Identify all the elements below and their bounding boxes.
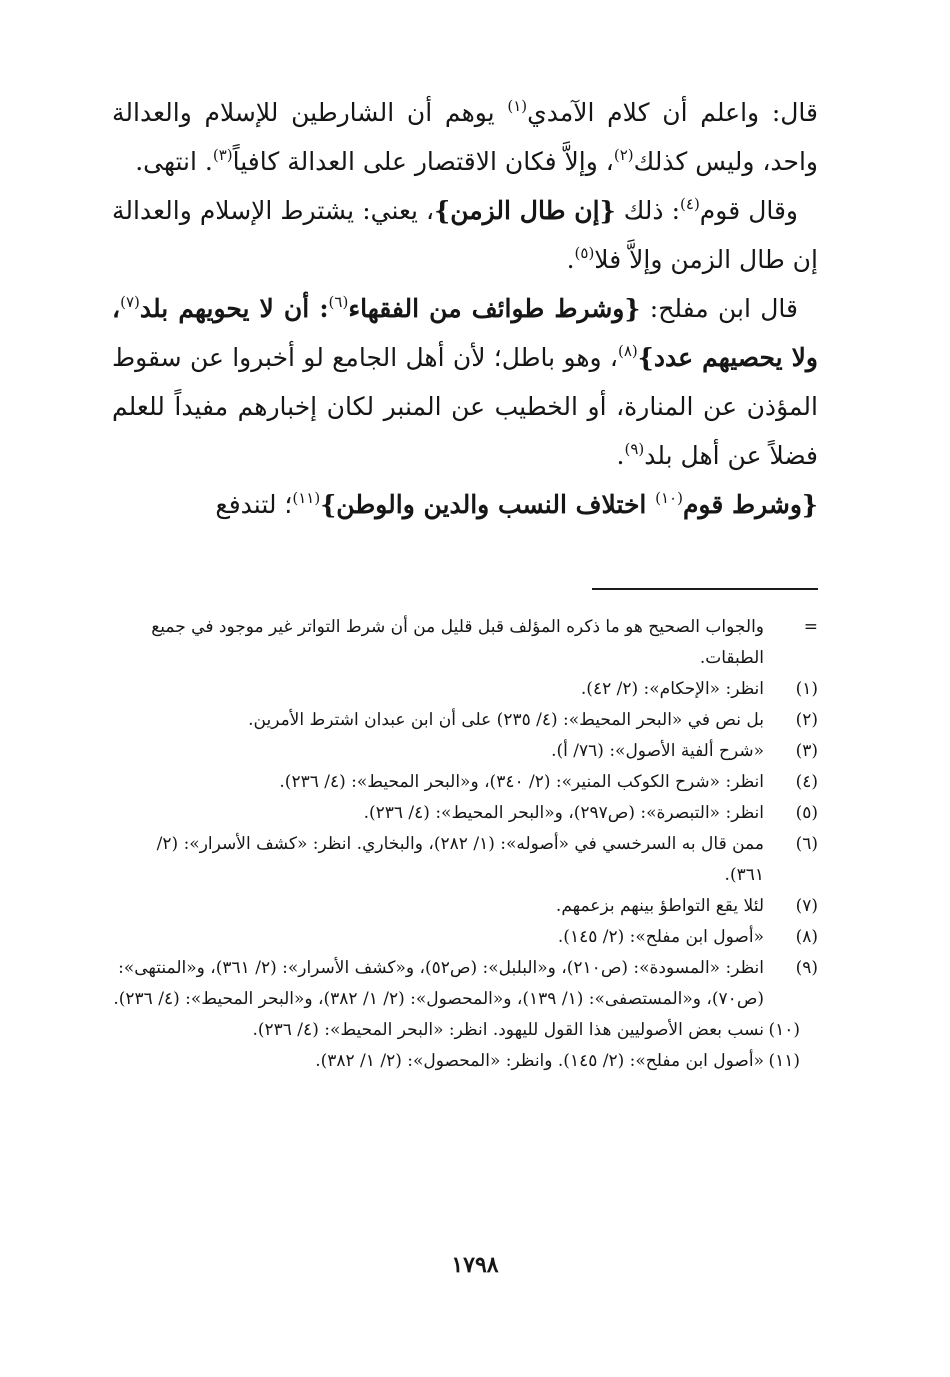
- footnote-text: «شرح ألفية الأصول»: (٧٦/ أ).: [551, 741, 764, 761]
- footnote-8: [112, 922, 818, 953]
- footnote-number: (٩): [795, 958, 818, 978]
- footnote-ref-7[interactable]: (٧): [120, 293, 140, 311]
- footnote-text: انظر: «الإحكام»: (٢/ ٤٢).: [580, 679, 764, 699]
- text-run: وقال قوم: [699, 196, 798, 225]
- footnote-1: [112, 674, 818, 705]
- paragraph-3: [112, 284, 818, 480]
- footnote-number: (٥): [795, 803, 818, 823]
- footnote-number: (٦): [795, 834, 818, 854]
- footnote-number: (١): [795, 679, 818, 699]
- footnote-ref-5[interactable]: (٥): [574, 244, 595, 262]
- footnote-text: «أصول ابن مفلح»: (٢/ ١٤٥). وانظر: «المحصول»: (٢/ ١/ ٣٨٢).: [315, 1051, 764, 1071]
- footnote-text: لئلا يقع التواطؤ بينهم بزعمهم.: [555, 896, 764, 916]
- footnote-number: (١١): [768, 1051, 800, 1071]
- footnote-number: (١٠): [768, 1020, 800, 1040]
- footnote-4: [112, 767, 818, 798]
- text-run: قال ابن مفلح:: [640, 294, 798, 323]
- bold-quote: اختلاف النسب والدين والوطن}: [320, 490, 656, 519]
- footnote-10: [112, 1015, 800, 1046]
- text-run: .: [616, 441, 625, 470]
- footnote-ref-10[interactable]: (١٠): [655, 489, 683, 507]
- footnote-3: [112, 736, 818, 767]
- footnote-ref-8[interactable]: (٨): [618, 342, 638, 360]
- text-run: يوهم أن الشارطين للإسلام والعدالة واحد، وليس كذلك: [112, 98, 818, 176]
- footnote-ref-6[interactable]: (٦): [328, 293, 349, 311]
- footnote-2: [112, 705, 818, 736]
- footnote-text: انظر: «التبصرة»: (ص٢٩٧)، و«البحر المحيط»: (٤/ ٢٣٦).: [363, 803, 764, 823]
- text-run: ، وإلاَّ فكان الاقتصار على العدالة كافياً: [232, 147, 614, 176]
- footnote-continuation: [112, 612, 818, 674]
- paragraph-4: [112, 480, 818, 529]
- continuation-marker: =: [803, 617, 818, 637]
- footnote-text: «أصول ابن مفلح»: (٢/ ١٤٥).: [557, 927, 764, 947]
- page-number: ١٧٩٨: [451, 1252, 499, 1278]
- footnote-number: (٧): [795, 896, 818, 916]
- footnote-ref-11[interactable]: (١١): [292, 489, 321, 507]
- bold-quote: {وشرط قوم: [682, 490, 818, 519]
- text-run: ؛ لتندفع: [215, 490, 293, 519]
- bold-quote: ، ولا يحصيهم عدد}: [112, 294, 818, 372]
- footnote-11: [112, 1046, 800, 1077]
- text-run: . انتهى.: [135, 147, 213, 176]
- footnote-6: [112, 829, 818, 891]
- footnote-number: (٢): [795, 710, 818, 730]
- text-run: ، يعني: يشترط الإسلام والعدالة إن طال الزمن وإلاَّ فلا: [112, 196, 818, 274]
- footnote-ref-1[interactable]: (١): [507, 97, 528, 115]
- main-text: [112, 88, 818, 529]
- paragraph-2: [112, 186, 818, 284]
- paragraph-1: [112, 88, 818, 186]
- footnote-9: [112, 953, 818, 1015]
- footnote-number: (٣): [795, 741, 818, 761]
- footnote-ref-4[interactable]: (٤): [680, 195, 700, 213]
- footnote-separator: [592, 588, 818, 590]
- bold-quote: : أن لا يحويهم بلد: [139, 294, 329, 323]
- bold-quote: {إن طال الزمن}: [434, 196, 616, 225]
- footnote-text: ممن قال به السرخسي في «أصوله»: (١/ ٢٨٢)، والبخاري. انظر: «كشف الأسرار»: (٢/ ٣٦١).: [156, 834, 764, 885]
- text-run: ، وهو باطل؛ لأن أهل الجامع لو أخبروا عن سقوط المؤذن عن المنارة، أو الخطيب عن المنبر لكان إخبارهم مفيداً للعلم فضلاً عن أهل بلد: [112, 343, 818, 470]
- text-run: : ذلك: [615, 196, 681, 225]
- bold-quote: {وشرط طوائف من الفقهاء: [348, 294, 641, 323]
- footnotes: [112, 612, 818, 1077]
- text-run: قال: واعلم أن كلام الآمدي: [527, 98, 818, 127]
- footnote-ref-9[interactable]: (٩): [624, 440, 645, 458]
- footnote-number: (٨): [795, 927, 818, 947]
- text-run: .: [566, 245, 575, 274]
- footnote-ref-3[interactable]: (٣): [212, 146, 233, 164]
- footnote-ref-2[interactable]: (٢): [613, 146, 634, 164]
- footnote-text: والجواب الصحيح هو ما ذكره المؤلف قبل قليل من أن شرط التواتر غير موجود في جميع الطبقات.: [151, 617, 764, 668]
- footnote-text: انظر: «المسودة»: (ص٢١٠)، و«البلبل»: (ص٥٢)، و«كشف الأسرار»: (٢/ ٣٦١)، و«المنتهى»: (ص٧٠)، و«المستصفى»: (١/ ١٣٩)، و«المحصول»: (٢/ ١/ ٣٨٢)، و«البحر المحيط»: (٤/ ٢٣٦).: [113, 958, 764, 1009]
- footnote-5: [112, 798, 818, 829]
- footnote-number: (٤): [795, 772, 818, 792]
- footnote-text: انظر: «شرح الكوكب المنير»: (٢/ ٣٤٠)، و«البحر المحيط»: (٤/ ٢٣٦).: [279, 772, 764, 792]
- footnote-7: [112, 891, 818, 922]
- footnote-text: نسب بعض الأصوليين هذا القول لليهود. انظر: «البحر المحيط»: (٤/ ٢٣٦).: [252, 1020, 764, 1040]
- footnote-text: بل نص في «البحر المحيط»: (٤/ ٢٣٥) على أن ابن عبدان اشترط الأمرين.: [248, 710, 764, 730]
